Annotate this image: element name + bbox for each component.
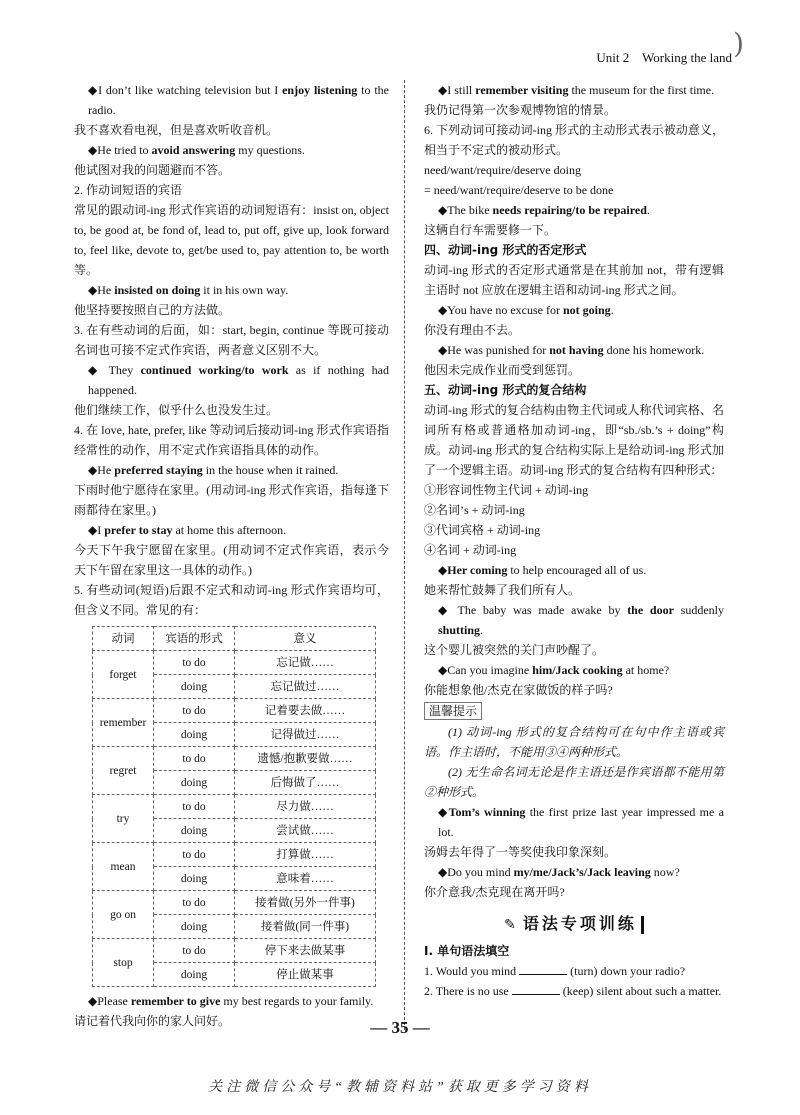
example-translation: 他坚持要按照自己的方法做。 (74, 303, 231, 317)
table-row (93, 891, 376, 915)
section-body: 动词-ing 形式的复合结构由物主代词或人称代词宾格、名词所有格或普通格加动词-ing，即“sb./sb.’s + doing”构成。动词-ing 形式的复合结构实际上是给动词-ing 形式加了一个逻辑主语。动词-ing 形式的复合结构有四种形式： (424, 403, 724, 477)
tip-box (424, 700, 724, 722)
table-cell-form: to do (154, 939, 235, 963)
unit-title: Working the land (642, 50, 732, 65)
example-sentence: ◆He preferred staying in the house when it rained. (88, 463, 339, 477)
table-cell-verb: go on (93, 891, 154, 939)
table-cell-form: to do (154, 747, 235, 771)
table-row (93, 651, 376, 675)
example-sentence: ◆ The baby was made awake by the door suddenly shutting. (438, 603, 724, 637)
table-cell-verb: regret (93, 747, 154, 795)
table-cell-meaning: 接着做(另外一件事) (235, 891, 376, 915)
table-row (93, 747, 376, 771)
table-row (93, 939, 376, 963)
exercise-question: 1. Would you mind (turn) down your radio? (424, 964, 686, 978)
column-divider (404, 80, 405, 1030)
left-column (74, 80, 389, 1031)
table-cell-verb: stop (93, 939, 154, 987)
example-translation: 他试图对我的问题避而不答。 (74, 163, 231, 177)
example-sentence: ◆He was punished for not having done his homework. (438, 343, 705, 357)
exercise-section-title: Ⅰ. 单句语法填空 (424, 944, 510, 958)
example-sentence: ◆I prefer to stay at home this afternoon. (88, 523, 287, 537)
example-translation: 他们继续工作，似乎什么也没发生过。 (74, 403, 279, 417)
section-heading: 四、动词-ing 形式的否定形式 (424, 243, 587, 257)
table-header: 意义 (235, 627, 376, 651)
exercise-question: 2. There is no use (keep) silent about such a matter. (424, 984, 722, 998)
point-body: 3. 在有些动词的后面，如：start, begin, continue 等既可接动名词也可接不定式作宾语，两者意义区别不大。 (74, 323, 389, 357)
example-translation: 她来帮忙鼓舞了我们所有人。 (424, 583, 581, 597)
tip-text: (2) 无生命名词无论是作主语还是作宾语都不能用第②种形式。 (424, 765, 724, 799)
table-header-row (93, 627, 376, 651)
table-cell-meaning: 接着做(同一件事) (235, 915, 376, 939)
form-item: ①形容词性物主代词 + 动词-ing (424, 483, 589, 497)
example-sentence: ◆You have no excuse for not going. (438, 303, 614, 317)
answer-blank[interactable] (512, 982, 560, 995)
form-item: ④名词 + 动词-ing (424, 543, 517, 557)
table-cell-verb: forget (93, 651, 154, 699)
point-body: 5. 有些动词(短语)后跟不定式和动词-ing 形式作宾语均可，但含义不同。常见的有： (74, 583, 389, 617)
example-translation: 我仍记得第一次参观博物馆的情景。 (424, 103, 617, 117)
banner-title: 语法专项训练 (522, 914, 637, 933)
example-sentence: ◆The bike needs repairing/to be repaired. (438, 203, 650, 217)
example-sentence: ◆I still remember visiting the museum for the first time. (438, 83, 715, 97)
banner-bar (641, 916, 644, 934)
table-cell-form: doing (154, 819, 235, 843)
table-header: 宾语的形式 (154, 627, 235, 651)
point-body: 4. 在 love, hate, prefer, like 等动词后接动词-ing 形式作宾语指经常性的动作，用不定式作宾语指具体的动作。 (74, 423, 389, 457)
example-sentence: ◆Tom’s winning the first prize last year impressed me a lot. (438, 805, 724, 839)
table-cell-form: to do (154, 795, 235, 819)
example-translation: 你没有理由不去。 (424, 323, 521, 337)
point-title: 2. 作动词短语的宾语 (74, 183, 183, 197)
pen-icon: ✎ (504, 917, 519, 933)
example-sentence: ◆Do you mind my/me/Jack’s/Jack leaving now? (438, 865, 680, 879)
table-cell-form: doing (154, 723, 235, 747)
point-body: 6. 下列动词可接动词-ing 形式的主动形式表示被动意义，相当于不定式的被动形式。 (424, 123, 724, 157)
tip-text: (1) 动词-ing 形式的复合结构可在句中作主语或宾语。作主语时，不能用③④两种形式。 (424, 725, 724, 759)
table-cell-form: doing (154, 915, 235, 939)
page-header (596, 27, 744, 68)
practice-banner (424, 914, 724, 935)
table-cell-form: to do (154, 651, 235, 675)
table-cell-meaning: 停止做某事 (235, 963, 376, 987)
table-row (93, 843, 376, 867)
table-cell-form: doing (154, 771, 235, 795)
example-translation: 下雨时他宁愿待在家里。(用动词-ing 形式作宾语，指每逢下雨都待在家里。) (74, 483, 389, 517)
table-row (93, 795, 376, 819)
table-cell-meaning: 意味着…… (235, 867, 376, 891)
page-number: — 35 — (370, 1018, 430, 1037)
example-translation: 请记着代我向你的家人问好。 (74, 1014, 231, 1028)
example-translation: 你介意我/杰克现在离开吗? (424, 885, 565, 899)
point-body: 常见的跟动词-ing 形式作宾语的动词短语有：insist on, object to, be good at, be fond of, lead to, put off, give up, look forward to, feel like, devote to, get/be used to, pay attention to, be worth 等。 (74, 203, 389, 277)
table-cell-meaning: 遗憾/抱歉要做…… (235, 747, 376, 771)
table-row (93, 699, 376, 723)
section-body: 动词-ing 形式的否定形式通常是在其前加 not，带有逻辑主语时 not 应放在逻辑主语和动词-ing 形式之间。 (424, 263, 724, 297)
table-cell-meaning: 忘记做过…… (235, 675, 376, 699)
table-cell-form: to do (154, 699, 235, 723)
right-column (424, 80, 724, 1001)
footer-note: 关注微信公众号“教辅资料站”获取更多学习资料 (208, 1080, 592, 1095)
verb-table (92, 626, 376, 987)
table-cell-meaning: 忘记做…… (235, 651, 376, 675)
table-cell-verb: remember (93, 699, 154, 747)
section-heading: 五、动词-ing 形式的复合结构 (424, 383, 587, 397)
example-translation: 这个婴儿被突然的关门声吵醒了。 (424, 643, 605, 657)
answer-blank[interactable] (519, 962, 567, 975)
table-cell-form: doing (154, 963, 235, 987)
table-cell-form: to do (154, 891, 235, 915)
example-translation: 汤姆去年得了一等奖使我印象深刻。 (424, 845, 617, 859)
table-cell-meaning: 打算做…… (235, 843, 376, 867)
example-sentence: ◆ They continued working/to work as if nothing had happened. (88, 363, 389, 397)
example-translation: 你能想象他/杰克在家做饭的样子吗? (424, 683, 613, 697)
example-sentence: ◆Can you imagine him/Jack cooking at home? (438, 663, 670, 677)
example-translation: 他因未完成作业而受到惩罚。 (424, 363, 581, 377)
formula-line: need/want/require/deserve doing (424, 163, 581, 177)
table-cell-meaning: 尽力做…… (235, 795, 376, 819)
table-header: 动词 (93, 627, 154, 651)
table-cell-meaning: 停下来去做某事 (235, 939, 376, 963)
table-cell-meaning: 后悔做了…… (235, 771, 376, 795)
example-translation: 我不喜欢看电视，但是喜欢听收音机。 (74, 123, 279, 137)
table-cell-form: to do (154, 843, 235, 867)
table-cell-verb: mean (93, 843, 154, 891)
table-cell-meaning: 尝试做…… (235, 819, 376, 843)
form-item: ②名词’s + 动词-ing (424, 503, 525, 517)
example-translation: 这辆自行车需要修一下。 (424, 223, 557, 237)
example-translation: 今天下午我宁愿留在家里。(用动词不定式作宾语，表示今天下午留在家里这一具体的动作。) (74, 543, 389, 577)
tip-label: 温馨提示 (424, 702, 482, 720)
table-cell-form: doing (154, 675, 235, 699)
table-cell-meaning: 记着要去做…… (235, 699, 376, 723)
example-sentence: ◆Please remember to give my best regards to your family. (88, 994, 374, 1008)
form-item: ③代词宾格 + 动词-ing (424, 523, 541, 537)
unit-label: Unit 2 (596, 50, 630, 65)
example-sentence: ◆He tried to avoid answering my questions. (88, 143, 305, 157)
formula-line: = need/want/require/deserve to be done (424, 183, 614, 197)
example-sentence: ◆I don’t like watching television but I enjoy listening to the radio. (88, 83, 389, 117)
table-cell-form: doing (154, 867, 235, 891)
table-cell-verb: try (93, 795, 154, 843)
example-sentence: ◆Her coming to help encouraged all of us. (438, 563, 647, 577)
example-sentence: ◆He insisted on doing it in his own way. (88, 283, 289, 297)
header-bracket-icon: ) (733, 27, 744, 60)
table-cell-meaning: 记得做过…… (235, 723, 376, 747)
